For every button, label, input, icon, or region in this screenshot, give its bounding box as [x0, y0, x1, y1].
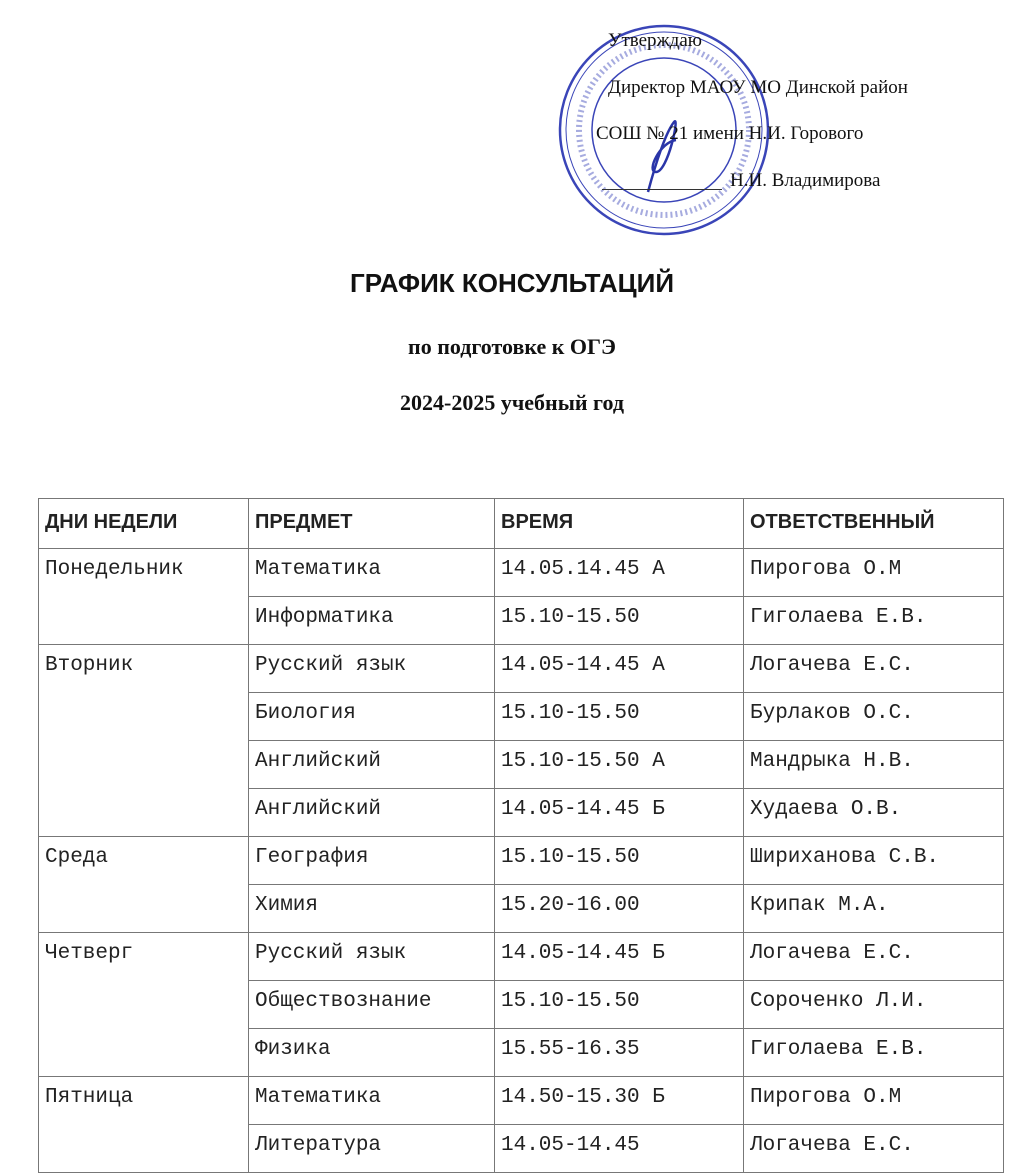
document-subtitle: по подготовке к ОГЭ: [408, 334, 616, 359]
day-cell: Понедельник: [39, 549, 249, 645]
time-cell: 14.05.14.45 А: [495, 549, 744, 597]
approval-school: СОШ № 21 имени Н.И. Горового: [596, 123, 864, 144]
responsible-cell: Бурлаков О.С.: [744, 693, 1004, 741]
time-cell: 14.50-15.30 Б: [495, 1077, 744, 1125]
signature-line: [602, 169, 722, 190]
time-cell: 15.10-15.50: [495, 837, 744, 885]
header-time: ВРЕМЯ: [495, 499, 744, 549]
header-days: ДНИ НЕДЕЛИ: [39, 499, 249, 549]
responsible-cell: Гиголаева Е.В.: [744, 1029, 1004, 1077]
subject-cell: География: [249, 837, 495, 885]
subject-cell: Литература: [249, 1125, 495, 1173]
subject-cell: Английский: [249, 789, 495, 837]
responsible-cell: Шириханова С.В.: [744, 837, 1004, 885]
time-cell: 14.05-14.45 А: [495, 645, 744, 693]
table-header-row: [39, 499, 1004, 549]
day-cell: Вторник: [39, 645, 249, 837]
responsible-cell: Крипак М.А.: [744, 885, 1004, 933]
day-cell: Среда: [39, 837, 249, 933]
time-cell: 14.05-14.45 Б: [495, 933, 744, 981]
approval-label: Утверждаю: [608, 30, 702, 51]
consultation-schedule-table: [38, 498, 1004, 1173]
responsible-cell: Пирогова О.М: [744, 549, 1004, 597]
responsible-cell: Логачева Е.С.: [744, 1125, 1004, 1173]
time-cell: 15.55-16.35: [495, 1029, 744, 1077]
time-cell: 14.05-14.45: [495, 1125, 744, 1173]
time-cell: 15.10-15.50: [495, 981, 744, 1029]
time-cell: 15.10-15.50: [495, 693, 744, 741]
time-cell: 15.20-16.00: [495, 885, 744, 933]
responsible-cell: Гиголаева Е.В.: [744, 597, 1004, 645]
table-row: [39, 837, 1004, 885]
day-cell: Пятница: [39, 1077, 249, 1173]
approval-position: Директор МАОУ МО Динской район: [608, 77, 908, 98]
header-subject: ПРЕДМЕТ: [249, 499, 495, 549]
table-row: [39, 549, 1004, 597]
responsible-cell: Мандрыка Н.В.: [744, 741, 1004, 789]
subject-cell: Химия: [249, 885, 495, 933]
document-title: ГРАФИК КОНСУЛЬТАЦИЙ: [349, 268, 675, 298]
subject-cell: Английский: [249, 741, 495, 789]
document-year: 2024-2025 учебный год: [400, 390, 624, 415]
subject-cell: Русский язык: [249, 933, 495, 981]
responsible-cell: Логачева Е.С.: [744, 645, 1004, 693]
subject-cell: Биология: [249, 693, 495, 741]
day-cell: Четверг: [39, 933, 249, 1077]
subject-cell: Физика: [249, 1029, 495, 1077]
subject-cell: Математика: [249, 1077, 495, 1125]
responsible-cell: Логачева Е.С.: [744, 933, 1004, 981]
time-cell: 14.05-14.45 Б: [495, 789, 744, 837]
responsible-cell: Пирогова О.М: [744, 1077, 1004, 1125]
responsible-cell: Сороченко Л.И.: [744, 981, 1004, 1029]
table-row: [39, 645, 1004, 693]
responsible-cell: Худаева О.В.: [744, 789, 1004, 837]
header-responsible: ОТВЕТСТВЕННЫЙ: [744, 499, 1004, 549]
time-cell: 15.10-15.50: [495, 597, 744, 645]
approval-name: Н.И. Владимирова: [730, 170, 881, 191]
subject-cell: Обществознание: [249, 981, 495, 1029]
subject-cell: Информатика: [249, 597, 495, 645]
subject-cell: Математика: [249, 549, 495, 597]
table-row: [39, 1077, 1004, 1125]
time-cell: 15.10-15.50 А: [495, 741, 744, 789]
table-row: [39, 933, 1004, 981]
subject-cell: Русский язык: [249, 645, 495, 693]
